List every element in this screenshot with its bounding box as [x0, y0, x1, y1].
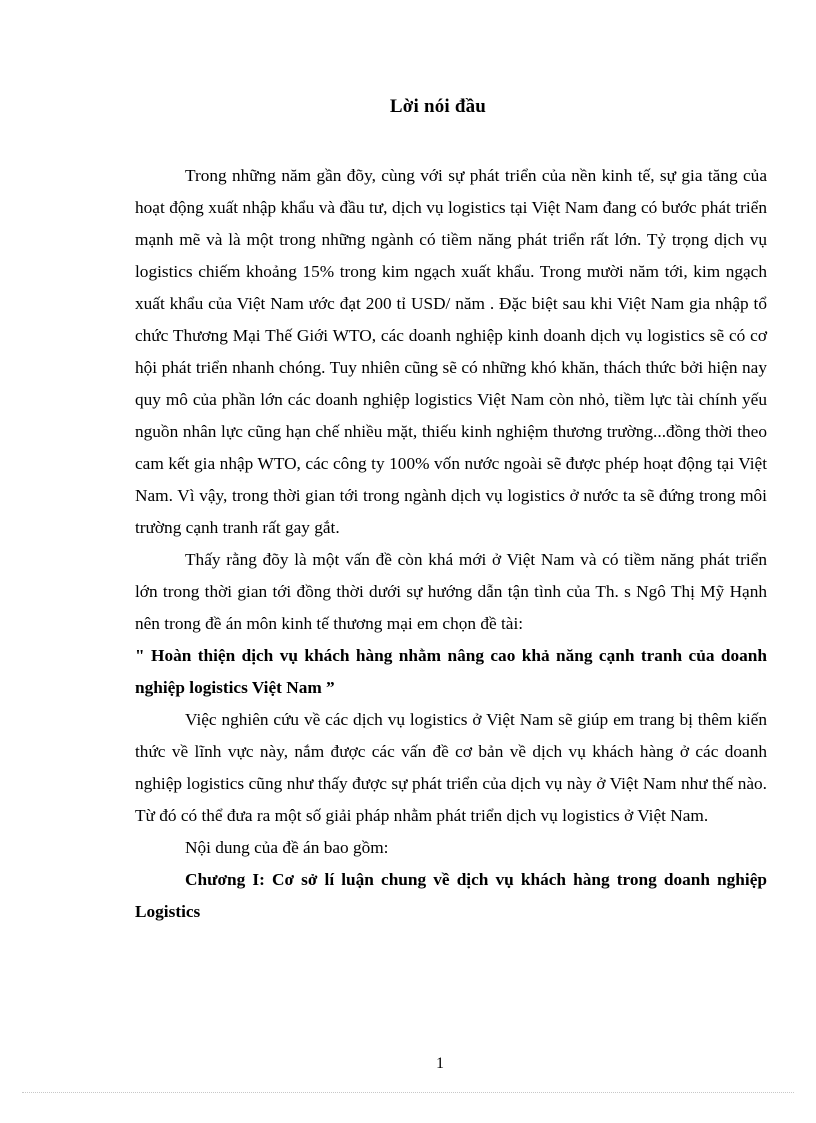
page-title: Lời nói đầu — [389, 96, 487, 117]
intro-paragraph: Trong những năm gần đõy, cùng với sự phát triển của nền kinh tế, sự gia tăng của hoạt động xuất nhập khẩu và đầu tư, dịch vụ logistics tại Việt Nam đang có bước phát triển mạnh mẽ và là một trong những ngành có tiềm năng phát triển rất lớn. Tỷ trọng dịch vụ logistics chiếm khoảng 15% trong kim ngạch xuất khẩu. Trong mười năm tới, kim ngạch xuất khẩu của Việt Nam ước đạt 200 tỉ USD/ năm . Đặc biệt sau khi Việt Nam gia nhập tổ chức Thương Mại Thế Giới WTO, các doanh nghiệp kinh doanh dịch vụ logistics sẽ có cơ hội phát triển nhanh chóng. Tuy nhiên cũng sẽ có những khó khăn, thách thức bởi hiện nay quy mô của phần lớn các doanh nghiệp logistics Việt Nam còn nhỏ, tiềm lực tài chính yếu nguồn nhân lực cũng hạn chế nhiều mặt, thiếu kinh nghiệm thương trường...đồng thời theo cam kết gia nhập WTO, các công ty 100% vốn nước ngoài sẽ được phép hoạt động tại Việt Nam. Vì vậy, trong thời gian tới trong ngành dịch vụ logistics ở nước ta sẽ đứng trong môi trường cạnh tranh rất gay gắt. — [135, 166, 767, 537]
topic-title: " Hoàn thiện dịch vụ khách hàng nhằm nâng cao khả năng cạnh tranh của doanh nghiệp logistics Việt Nam ” — [135, 646, 767, 697]
document-body — [135, 160, 767, 928]
topic-intro-paragraph: Thấy rằng đõy là một vấn đề còn khá mới ở Việt Nam và có tiềm năng phát triển lớn trong thời gian tới đồng thời dưới sự hướng dẫn tận tình của Th. s Ngô Thị Mỹ Hạnh nên trong đề án môn kinh tế thương mại em chọn đề tài: — [135, 550, 767, 633]
page-number: 1 — [436, 1055, 444, 1072]
contents-intro: Nội dung của đề án bao gồm: — [185, 838, 389, 857]
research-paragraph: Việc nghiên cứu về các dịch vụ logistics ở Việt Nam sẽ giúp em trang bị thêm kiến thức về lĩnh vực này, nắm được các vấn đề cơ bản về dịch vụ khách hàng ở các doanh nghiệp logistics cũng như thấy được sự phát triển của dịch vụ này ở Việt Nam như thế nào. Từ đó có thể đưa ra một số giải pháp nhằm phát triển dịch vụ logistics ở Việt Nam. — [135, 710, 767, 825]
page-bottom-divider — [22, 1092, 794, 1093]
chapter-1-heading: Chương I: Cơ sở lí luận chung về dịch vụ khách hàng trong doanh nghiệp Logistics — [135, 870, 767, 921]
